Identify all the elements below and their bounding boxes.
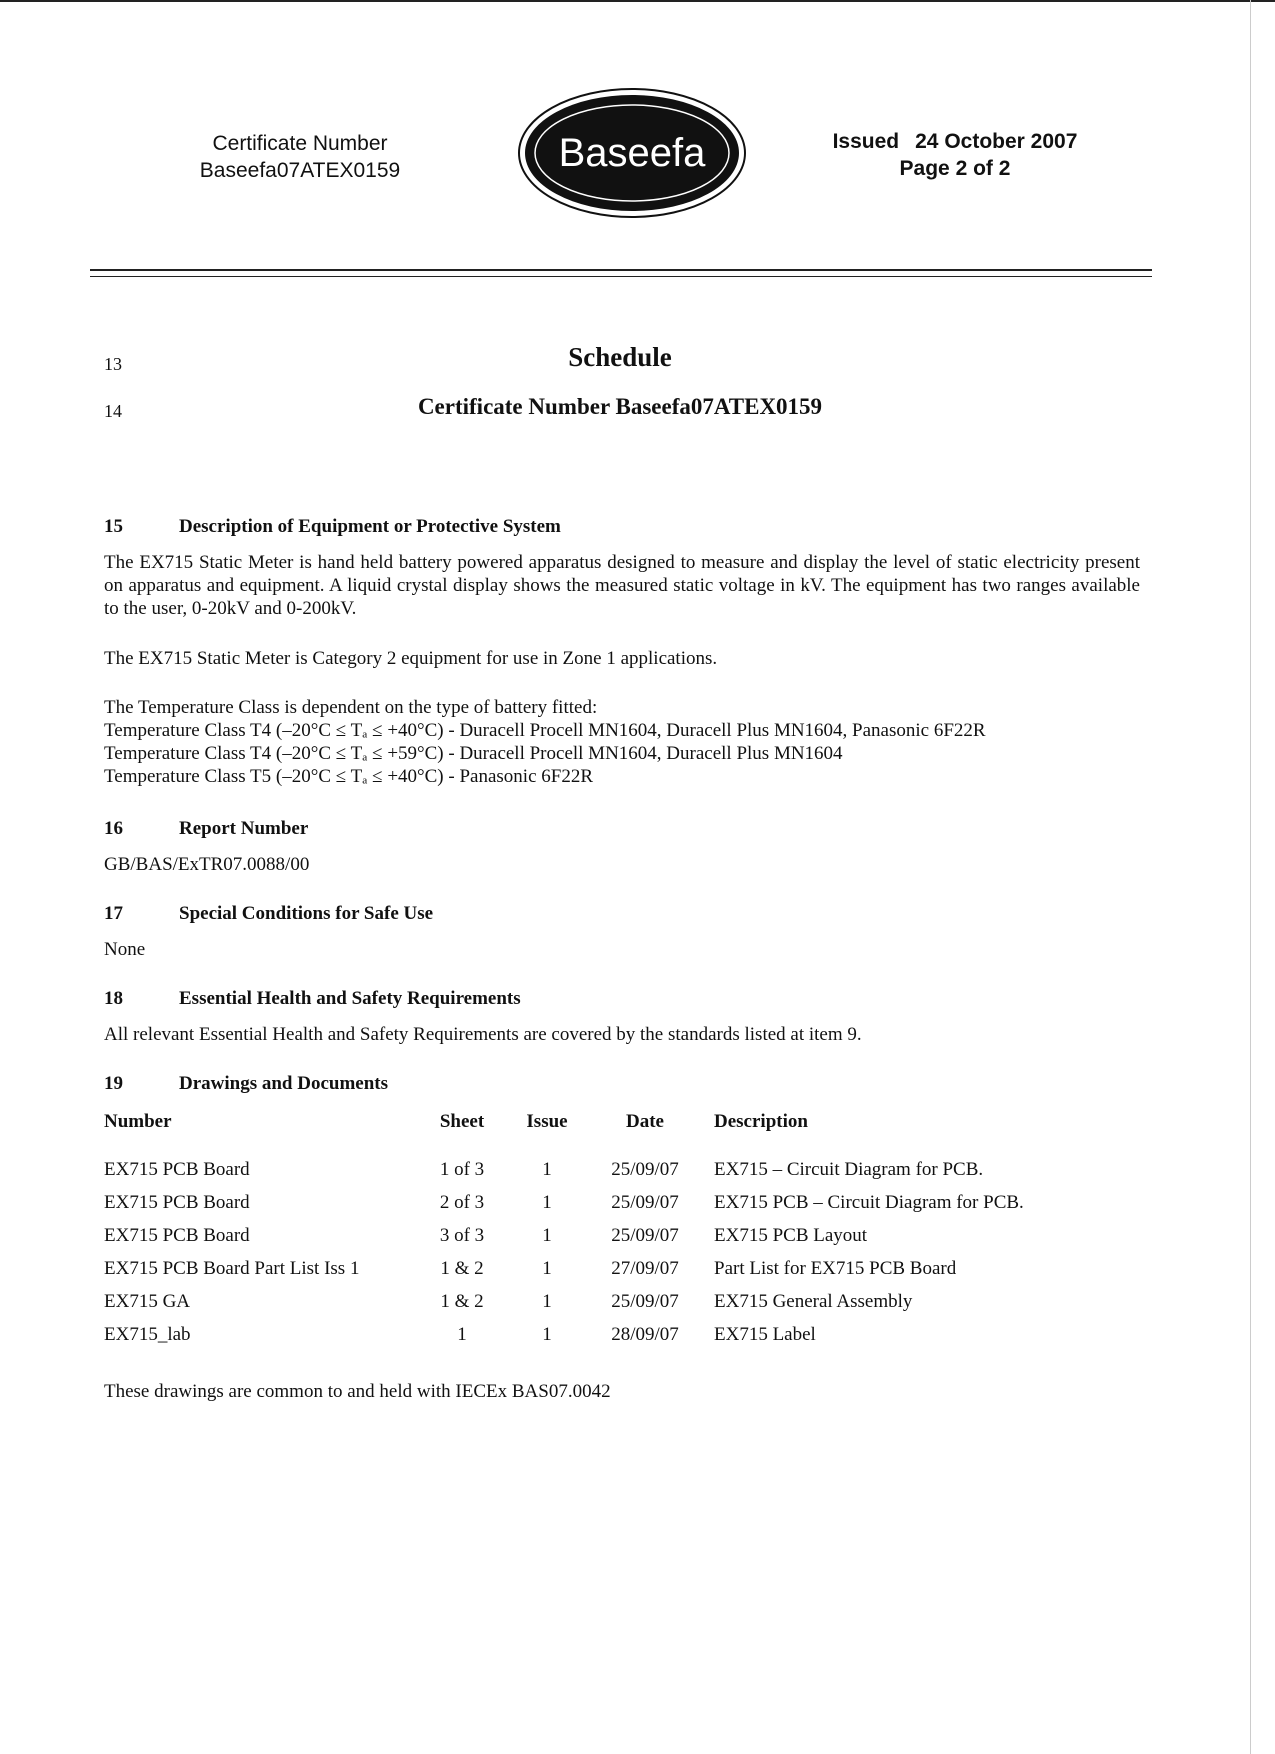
column-header-number: Number: [104, 1111, 172, 1132]
item-19-heading: [104, 1073, 388, 1095]
temperature-line: Temperature Class T5 (–20°C ≤ Tₐ ≤ +40°C) - Panasonic 6F22R: [104, 766, 593, 787]
schedule-title: Schedule: [568, 342, 672, 372]
cell-number: EX715_lab: [104, 1323, 191, 1345]
top-scan-line: [0, 0, 1275, 2]
header-rule-thick: [90, 269, 1152, 271]
cell-description: EX715 General Assembly: [714, 1290, 913, 1312]
item-13-number: 13: [104, 354, 122, 374]
table-row: [104, 1252, 1114, 1285]
item-15-number: 15: [104, 516, 123, 537]
baseefa-logo: [516, 86, 748, 220]
special-conditions-text: None: [104, 939, 146, 960]
cell-number: EX715 PCB Board: [104, 1191, 250, 1213]
cell-number: EX715 PCB Board Part List Iss 1: [104, 1257, 360, 1279]
cell-sheet: 1 & 2: [440, 1257, 484, 1279]
cell-issue: 1: [542, 1323, 552, 1345]
cell-sheet: 2 of 3: [439, 1191, 485, 1213]
cell-description: EX715 PCB – Circuit Diagram for PCB.: [714, 1191, 1024, 1213]
cell-issue: 1: [542, 1290, 552, 1312]
issued-date: 24 October 2007: [915, 130, 1078, 153]
cell-number: EX715 GA: [104, 1290, 191, 1312]
item-17-number: 17: [104, 903, 123, 924]
header-rule-thin: [90, 276, 1152, 277]
table-row: [104, 1186, 1114, 1219]
cell-date: 25/09/07: [611, 1290, 679, 1312]
temperature-line: Temperature Class T4 (–20°C ≤ Tₐ ≤ +59°C) - Duracell Procell MN1604, Duracell Plus MN1604: [104, 743, 843, 764]
cell-issue: 1: [542, 1224, 552, 1246]
issued-label: Issued: [832, 130, 900, 153]
cell-number: EX715 PCB Board: [104, 1158, 250, 1180]
column-header-issue: Issue: [526, 1111, 568, 1132]
cell-issue: 1: [542, 1257, 552, 1279]
cell-description: Part List for EX715 PCB Board: [714, 1257, 957, 1279]
cell-date: 25/09/07: [611, 1158, 679, 1180]
cell-sheet: 3 of 3: [439, 1224, 485, 1246]
temperature-intro: The Temperature Class is dependent on the type of battery fitted:: [104, 697, 598, 718]
cell-number: EX715 PCB Board: [104, 1224, 250, 1246]
drawings-table: [104, 1107, 1114, 1351]
cell-sheet: 1: [457, 1323, 467, 1345]
equipment-description: The EX715 Static Meter is hand held battery powered apparatus designed to measure and display the level of static electricity present on apparatus and equipment. A liquid crystal display shows the measured static voltage in kV. The equipment has two ranges available to the user, 0-20kV and 0-200kV.: [104, 552, 1140, 619]
table-row: [104, 1153, 1114, 1186]
table-header-row: [104, 1107, 1114, 1153]
schedule-certificate-number: Certificate Number Baseefa07ATEX0159: [417, 394, 823, 419]
table-row: [104, 1219, 1114, 1252]
table-row: [104, 1285, 1114, 1318]
item-19-title: Drawings and Documents: [179, 1073, 389, 1094]
issued-line: [800, 128, 1110, 155]
item-15-heading: [104, 516, 561, 538]
cell-date: 25/09/07: [611, 1191, 679, 1213]
item-18-heading: [104, 988, 521, 1010]
right-scan-edge: [1250, 0, 1251, 1754]
cell-date: 28/09/07: [611, 1323, 679, 1345]
item-17-heading: [104, 903, 433, 925]
item-16-title: Report Number: [179, 818, 309, 839]
page-number: Page 2 of 2: [899, 157, 1011, 180]
column-header-date: Date: [626, 1111, 664, 1132]
item-18-number: 18: [104, 988, 123, 1009]
cell-sheet: 1 & 2: [440, 1290, 484, 1312]
cell-description: EX715 – Circuit Diagram for PCB.: [714, 1158, 984, 1180]
report-number: GB/BAS/ExTR07.0088/00: [104, 854, 310, 875]
item-16-heading: [104, 818, 308, 840]
cell-description: EX715 Label: [714, 1323, 816, 1345]
cell-date: 27/09/07: [611, 1257, 679, 1279]
certificate-label: Certificate Number: [212, 132, 388, 155]
drawings-footnote: These drawings are common to and held with IECEx BAS07.0042: [104, 1381, 611, 1402]
logo-text: Baseefa: [558, 131, 706, 175]
temperature-line: Temperature Class T4 (–20°C ≤ Tₐ ≤ +40°C) - Duracell Procell MN1604, Duracell Plus MN1604, Panasonic 6F22R: [104, 720, 986, 741]
certificate-number: Baseefa07ATEX0159: [199, 159, 401, 182]
item-16-number: 16: [104, 818, 123, 839]
ehsr-text: All relevant Essential Health and Safety Requirements are covered by the standards listed at item 9.: [104, 1024, 862, 1045]
item-18-title: Essential Health and Safety Requirements: [179, 988, 521, 1009]
certificate-header: [150, 130, 450, 184]
item-17-title: Special Conditions for Safe Use: [179, 903, 434, 924]
cell-issue: 1: [542, 1191, 552, 1213]
table-row: [104, 1318, 1114, 1351]
temperature-class-block: [104, 696, 1140, 788]
cell-date: 25/09/07: [611, 1224, 679, 1246]
cell-description: EX715 PCB Layout: [714, 1224, 868, 1246]
column-header-description: Description: [714, 1111, 808, 1132]
cell-sheet: 1 of 3: [439, 1158, 485, 1180]
item-14-number: 14: [104, 401, 122, 421]
category-statement: The EX715 Static Meter is Category 2 equipment for use in Zone 1 applications.: [104, 648, 718, 669]
column-header-sheet: Sheet: [439, 1111, 485, 1132]
item-19-number: 19: [104, 1073, 123, 1094]
item-15-title: Description of Equipment or Protective System: [179, 516, 561, 537]
cell-issue: 1: [542, 1158, 552, 1180]
issue-header: [800, 128, 1110, 182]
